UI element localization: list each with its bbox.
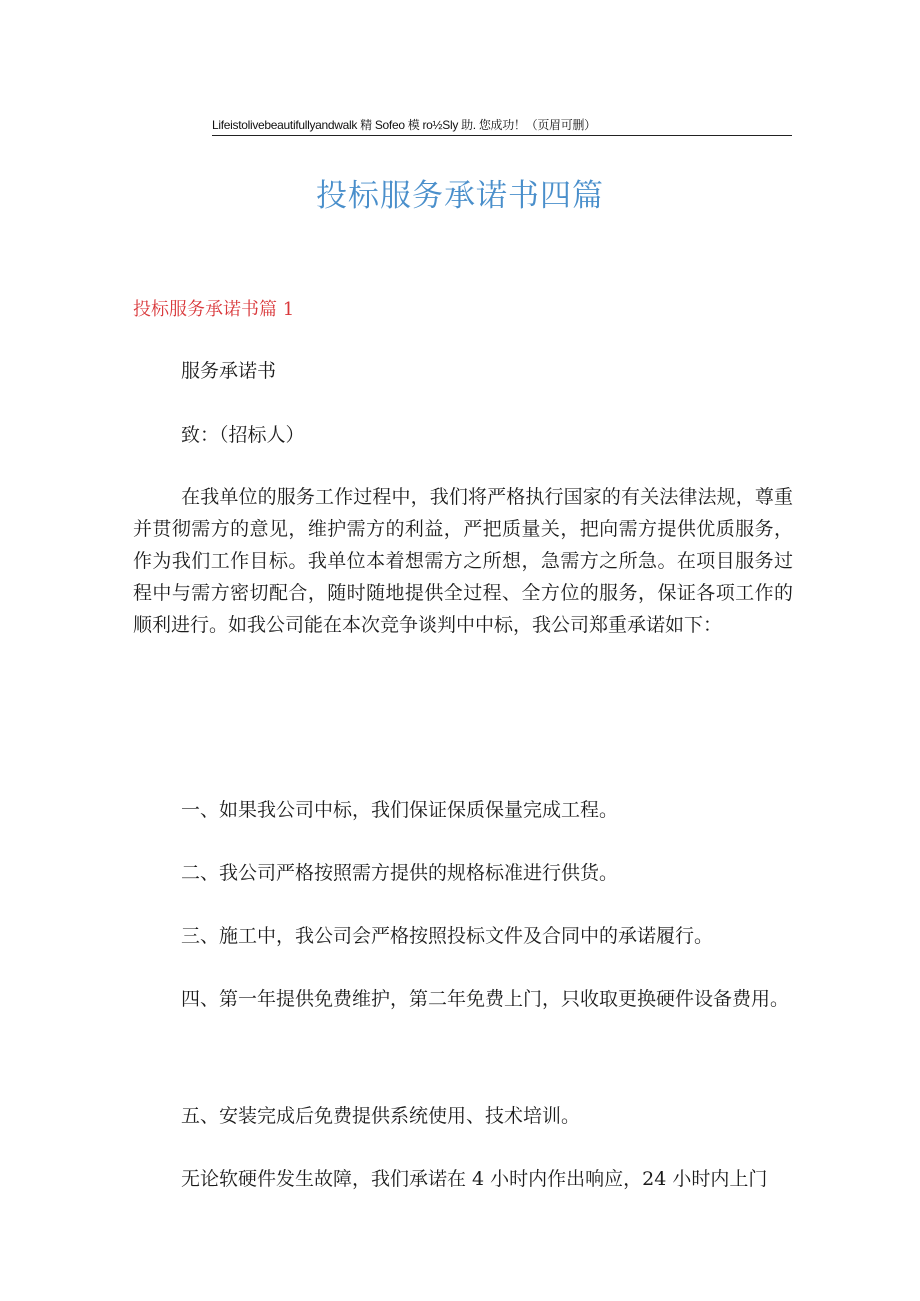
commitment-item-4 <box>133 983 793 1015</box>
commitment-item-2: 二、我公司严格按照需方提供的规格标准进行供货。 <box>181 862 619 884</box>
section-heading: 投标服务承诺书篇 1 <box>133 299 295 320</box>
closing-paragraph: 无论软硬件发生故障，我们承诺在 4 小时内作出响应，24 小时内上门 <box>181 1168 768 1190</box>
commitment-item-4-text: 四、第一年提供免费维护，第二年免费上门，只收取更换硬件设备费用。 <box>181 988 790 1010</box>
commitment-item-1: 一、如果我公司中标，我们保证保质保量完成工程。 <box>181 799 619 821</box>
letter-title: 服务承诺书 <box>181 360 277 382</box>
page-header: Lifeistolivebeautifullyandwalk 精 Sofeo 模 ro½Sly 助. 您成功！（页眉可删） <box>212 116 792 136</box>
commitment-item-5: 五、安装完成后免费提供系统使用、技术培训。 <box>181 1105 581 1127</box>
intro-paragraph <box>133 481 793 641</box>
document-title: 投标服务承诺书四篇 <box>316 178 604 214</box>
intro-paragraph-text: 在我单位的服务工作过程中，我们将严格执行国家的有关法律法规，尊重并贯彻需方的意见，维护需方的利益，严把质量关，把向需方提供优质服务，作为我们工作目标。我单位本着想需方之所想，急需方之所急。在项目服务过程中与需方密切配合，随时随地提供全过程、全方位的服务，保证各项工作的顺利进行。如我公司能在本次竞争谈判中中标，我公司郑重承诺如下： <box>133 486 793 636</box>
commitment-item-3: 三、施工中，我公司会严格按照投标文件及合同中的承诺履行。 <box>181 925 714 947</box>
addressee-line: 致：（招标人） <box>181 424 305 446</box>
